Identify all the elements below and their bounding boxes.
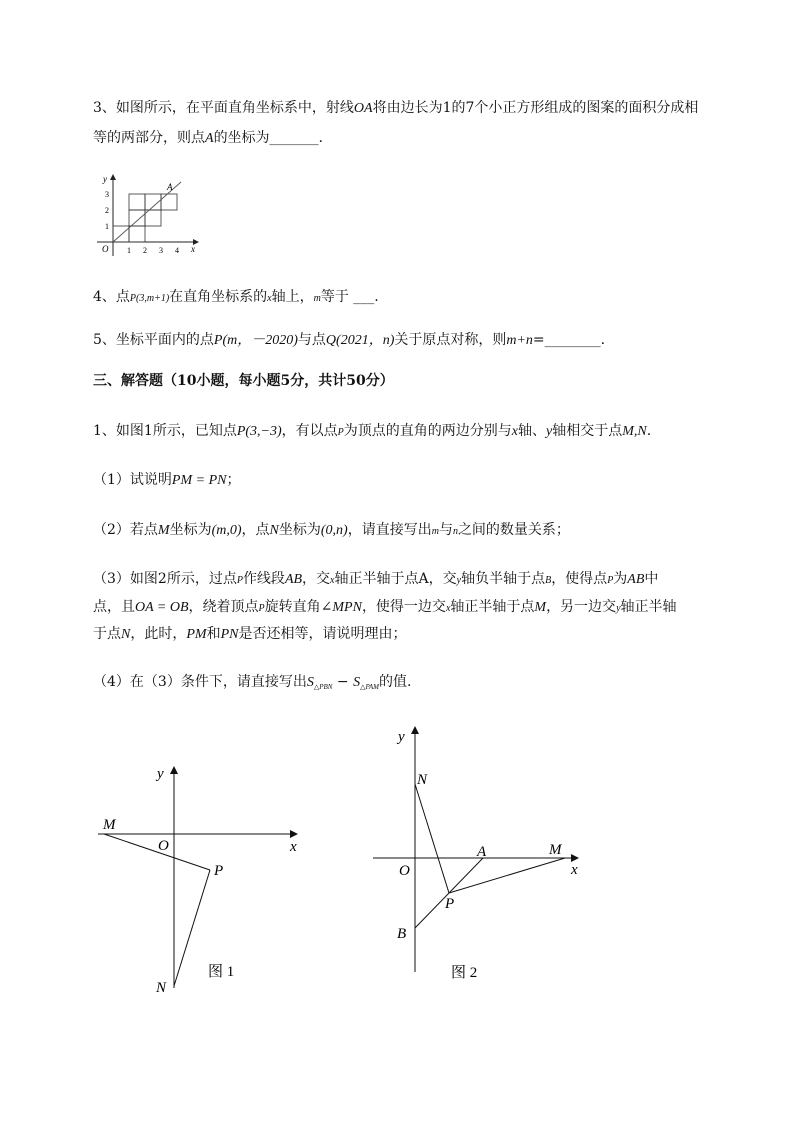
part3-text: 点，且 (93, 599, 135, 615)
fig1-n-label: N (156, 980, 167, 996)
part3-x: x (445, 603, 451, 614)
q1-text: 轴相交于点 (552, 423, 623, 439)
part2-text: 与 (438, 522, 453, 538)
fig2-segment-pn (415, 784, 449, 893)
part3-text: 为 (613, 571, 628, 587)
part3-text: ，交 (302, 571, 331, 587)
part-3-line-1 (93, 566, 658, 594)
grid-square (145, 210, 161, 226)
part2-m-coord: (m,0) (211, 523, 242, 538)
part2-text: 坐标为 (278, 522, 321, 538)
grid-square (129, 226, 145, 242)
q1-text: ，有以点 (281, 423, 338, 439)
q3-text: 3、如图所示，在平面直角坐标系中，射线 (93, 100, 354, 116)
part-3-line-2 (93, 594, 677, 622)
grid-figure (93, 170, 203, 260)
part3-b: B (545, 575, 552, 586)
q3-ray-oa: OA (353, 101, 373, 116)
grid-origin-label: O (102, 244, 109, 254)
part2-n: N (269, 523, 279, 538)
fig1-o-label: O (158, 838, 169, 854)
question-4 (93, 284, 379, 312)
figure-1 (90, 760, 320, 1000)
part2-text: ，点 (241, 522, 270, 538)
part1-expr: PM = PN (171, 473, 227, 488)
question-3-line-1 (93, 95, 698, 122)
fig1-y-label: y (157, 766, 164, 782)
part3-text: 作线段 (242, 571, 285, 587)
q4-text: 轴上， (271, 289, 314, 305)
part3-y: y (616, 603, 621, 614)
fig2-x-arrow (571, 854, 579, 862)
part2-m: m (431, 526, 439, 537)
part-4 (93, 669, 411, 700)
part3-text: 轴负半轴于点 (461, 571, 546, 587)
fig1-m-label: M (103, 817, 116, 833)
grid-y-label: y (103, 174, 107, 184)
q3-point-a: A (205, 131, 214, 146)
fig2-a-label: A (477, 844, 487, 860)
q4-text: 在直角坐标系的 (169, 289, 268, 305)
part3-p: P (258, 603, 265, 614)
q3-text: 的坐标为_______. (213, 130, 324, 146)
grid-x-label: x (191, 244, 195, 254)
problem-1-intro (93, 418, 651, 446)
part3-x: x (330, 575, 335, 586)
part2-text: 之间的数量关系； (457, 522, 570, 538)
q5-text: =________. (532, 332, 606, 348)
fig2-x-label: x (571, 862, 578, 878)
part3-text: ，绕着顶点 (188, 599, 259, 615)
figure-2 (365, 720, 605, 985)
grid-x-tick: 4 (175, 246, 179, 255)
question-5 (93, 327, 605, 354)
part4-sub: △PBN (313, 683, 333, 691)
part-3-line-3 (93, 621, 406, 648)
grid-x-tick: 3 (159, 246, 163, 255)
grid-a-label: A (167, 182, 173, 192)
q1-y: y (545, 424, 553, 439)
part3-text: 和 (206, 626, 221, 642)
fig1-y-arrow (170, 766, 178, 774)
part3-m: M (534, 600, 547, 615)
part3-p: P (607, 575, 614, 586)
part3-text: ，此时， (130, 626, 187, 642)
part3-text: 是否还相等，请说明理由； (238, 626, 407, 642)
fig1-caption: 图 1 (208, 964, 235, 980)
fig2-m-label: M (549, 842, 562, 858)
q4-text: 4、点 (93, 289, 130, 305)
q1-text: 1、如图1所示，已知点 (93, 423, 237, 439)
part3-ab: AB (627, 572, 645, 587)
fig2-y-label: y (398, 729, 405, 745)
q5-text: 与点 (297, 332, 326, 348)
part3-angle: ∠MPN (320, 600, 362, 615)
part1-text: （1）试说明 (93, 472, 172, 488)
part1-text: ； (226, 472, 241, 488)
fig1-segment-mp (104, 834, 210, 870)
part3-ab: AB (284, 572, 303, 587)
part2-text: ，请直接写出 (347, 522, 432, 538)
q1-text: . (646, 423, 652, 439)
q1-point-p: P(3,−3) (236, 424, 282, 439)
fig2-caption: 图 2 (451, 965, 478, 981)
q4-x: x (267, 293, 272, 304)
part-1 (93, 467, 240, 494)
grid-square (129, 194, 145, 210)
part4-s: S (306, 675, 314, 690)
part3-pn: PN (220, 627, 239, 642)
fig2-o-label: O (399, 863, 410, 879)
part3-text: 于点 (93, 626, 121, 642)
part3-pm: PM (186, 627, 207, 642)
part2-text: （2）若点 (93, 522, 158, 538)
q5-point-q: Q(2021，n) (325, 333, 395, 348)
grid-y-tick: 1 (105, 222, 109, 231)
part3-text: ，使得点 (551, 571, 608, 587)
fig1-x-label: x (290, 839, 297, 855)
part3-y: y (456, 575, 462, 586)
part4-s: S (353, 675, 361, 690)
grid-square (129, 210, 145, 226)
part3-text: （3）如图2所示，过点 (93, 571, 237, 587)
part3-text: ，使得一边交 (361, 599, 446, 615)
q3-text: 等的两部分，则点 (93, 130, 205, 146)
fig1-x-arrow (290, 830, 298, 838)
q4-point: P(3,m+1) (129, 293, 170, 304)
fig1-segment-pn (174, 870, 210, 986)
part3-p: P (236, 575, 243, 586)
q5-text: 5、坐标平面内的点 (93, 332, 214, 348)
part4-text: （4）在（3）条件下，请直接写出 (93, 674, 307, 690)
part2-text: 坐标为 (169, 522, 212, 538)
grid-square (161, 194, 177, 210)
q1-p: P (337, 427, 344, 438)
part2-n: n (452, 526, 458, 537)
q4-m: m (313, 293, 321, 304)
fig1-p-label: P (214, 863, 224, 879)
fig2-y-arrow (411, 726, 419, 734)
q1-x: x (511, 424, 518, 439)
q4-text: 等于 ___. (320, 289, 379, 305)
part3-text: 旋转直角 (264, 599, 321, 615)
q5-expr: m+n (506, 333, 533, 348)
fig2-n-label: N (417, 772, 428, 788)
part3-n: N (121, 627, 131, 642)
part4-minus: − (332, 674, 354, 690)
q1-mn: M,N (622, 424, 647, 439)
grid-y-tick: 3 (105, 190, 109, 199)
q3-text: 将由边长为1的7个小正方形组成的图案的面积分成相 (372, 100, 699, 116)
q5-text: 关于原点对称，则 (394, 332, 507, 348)
grid-x-tick: 1 (127, 246, 131, 255)
part2-m: M (157, 523, 170, 538)
part4-text: 的值. (378, 674, 412, 690)
fig2-b-label: B (397, 926, 407, 942)
part2-n-coord: (0,n) (320, 523, 348, 538)
q1-text: 为顶点的直角的两边分别与 (343, 423, 512, 439)
part-2 (93, 517, 570, 545)
part3-text: 轴正半轴于点 (450, 599, 535, 615)
q5-point-p: P(m，－2020) (213, 333, 298, 348)
part4-sub: △PAM (360, 683, 379, 691)
part3-text: 轴正半轴于点A，交 (334, 571, 457, 587)
part3-text: 中 (644, 571, 659, 587)
part3-oa-ob: OA = OB (135, 600, 189, 615)
grid-y-arrow (110, 174, 116, 180)
grid-y-tick: 2 (105, 206, 109, 215)
part3-text: ，另一边交 (546, 599, 617, 615)
question-3-line-2 (93, 125, 323, 152)
section-title: 三、解答题（10小题，每小题5分，共计50分） (93, 373, 394, 389)
part3-text: 轴正半轴 (620, 599, 677, 615)
grid-x-tick: 2 (143, 246, 147, 255)
q1-text: 轴、 (517, 423, 546, 439)
fig2-p-label: P (445, 896, 455, 912)
